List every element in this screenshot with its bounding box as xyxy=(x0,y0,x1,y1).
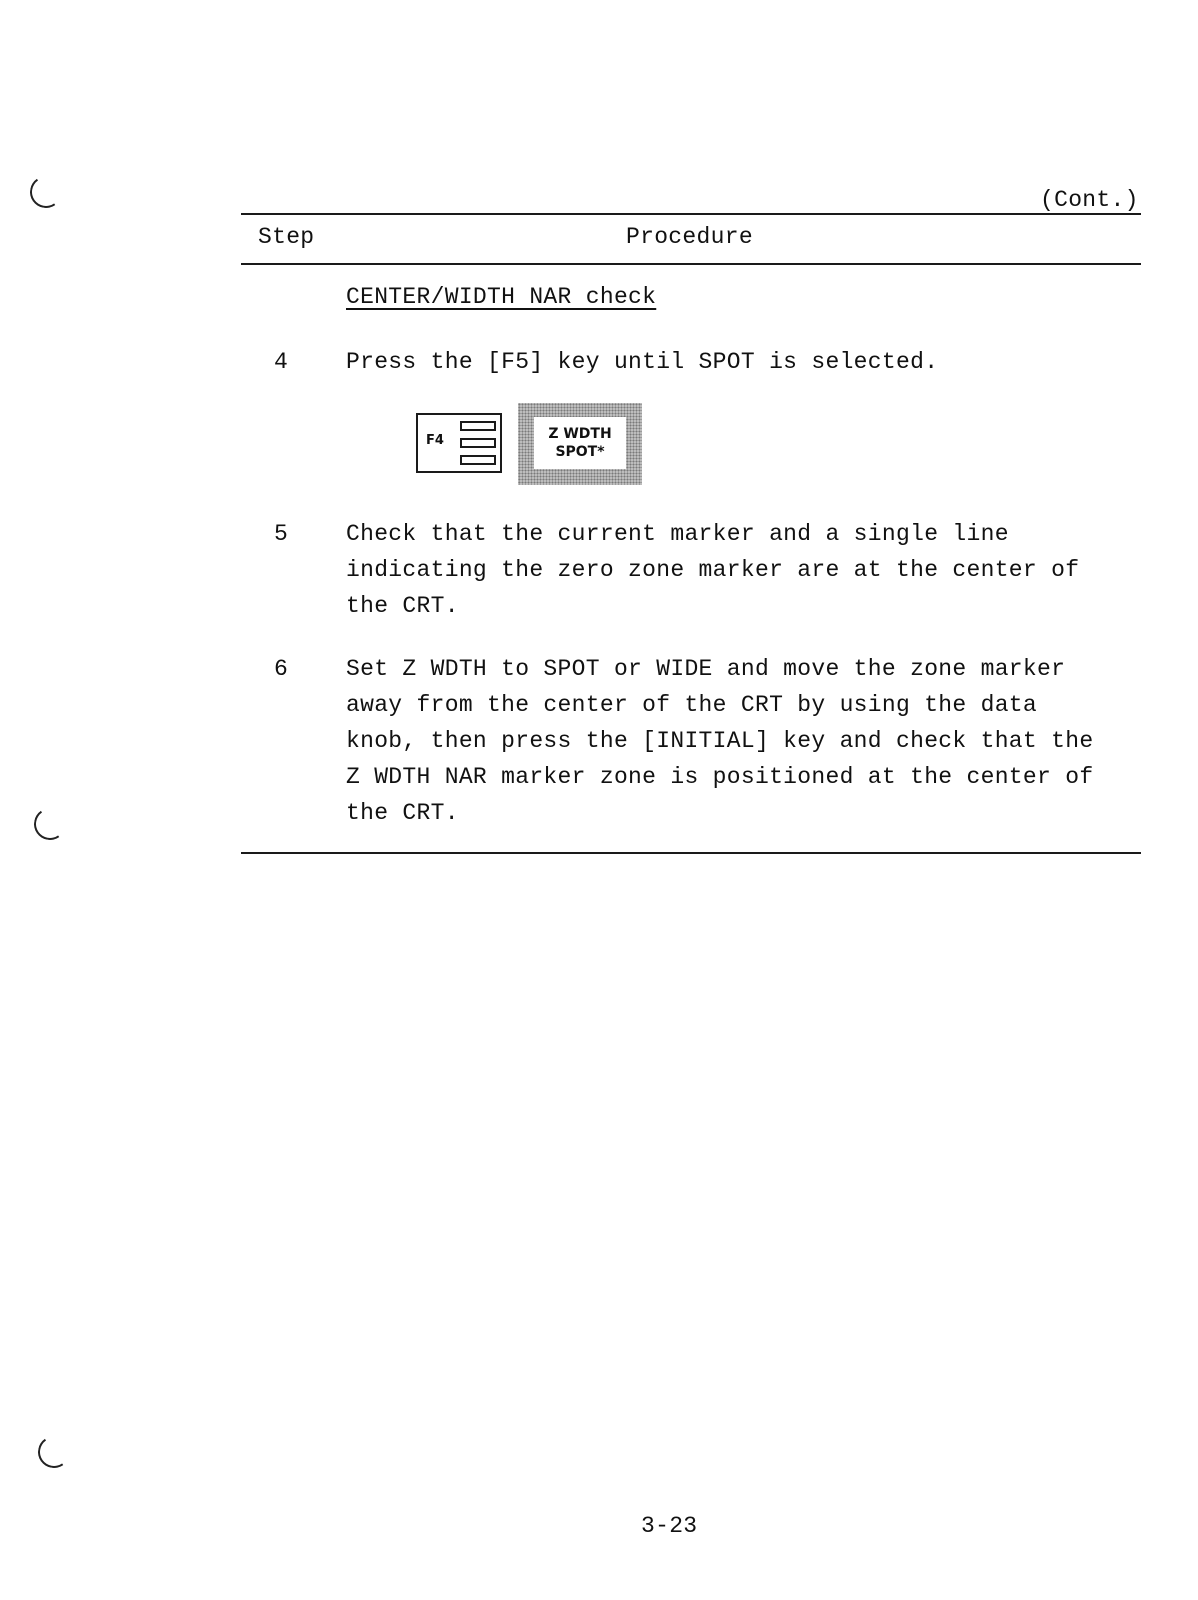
step-text xyxy=(346,516,1079,624)
step-column-header: Step xyxy=(258,224,315,250)
binder-hole-bottom xyxy=(35,1433,72,1470)
step-number: 5 xyxy=(274,521,289,547)
section-title: CENTER/WIDTH NAR check xyxy=(346,284,657,310)
step-line: indicating the zero zone marker are at the center of xyxy=(346,557,1080,583)
key-slot xyxy=(460,438,496,448)
continued-label: (Cont.) xyxy=(1040,187,1139,213)
table-header-rule xyxy=(241,263,1141,265)
step-number: 4 xyxy=(274,349,289,375)
softkey-face xyxy=(534,417,626,469)
step-line: away from the center of the CRT by using the data xyxy=(346,692,1038,718)
procedure-column-header: Procedure xyxy=(626,224,753,250)
step-line: Check that the current marker and a single line xyxy=(346,521,1009,547)
step-line: Press the [F5] key until SPOT is selected. xyxy=(346,349,939,375)
page-number: 3-23 xyxy=(641,1513,698,1539)
binder-hole-top xyxy=(27,173,64,210)
function-key-label: F4 xyxy=(426,433,444,448)
step-line: the CRT. xyxy=(346,800,459,826)
step-line: knob, then press the [INITIAL] key and check that the xyxy=(346,728,1094,754)
step-line: Set Z WDTH to SPOT or WIDE and move the zone marker xyxy=(346,656,1066,682)
softkey-line: SPOT* xyxy=(555,444,605,460)
table-bottom-rule xyxy=(241,852,1141,854)
step-text xyxy=(346,344,938,380)
step-text xyxy=(346,651,1093,831)
softkey-line: Z WDTH xyxy=(548,426,612,442)
binder-hole-middle xyxy=(31,805,68,842)
function-key-panel xyxy=(416,413,502,473)
step-number: 6 xyxy=(274,656,289,682)
softkey-label-panel xyxy=(518,403,642,485)
step-line: the CRT. xyxy=(346,593,459,619)
key-slot xyxy=(460,421,496,431)
step-line: Z WDTH NAR marker zone is positioned at the center of xyxy=(346,764,1094,790)
table-top-rule xyxy=(241,213,1141,215)
key-slot xyxy=(460,455,496,465)
